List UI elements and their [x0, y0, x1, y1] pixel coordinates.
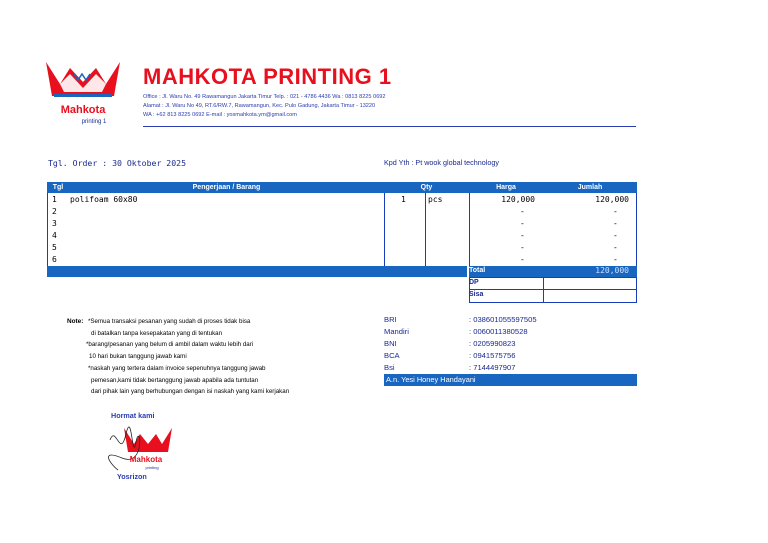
note-line: *naskah yang tertera dalam invoice sepenuhnya tanggung jawab — [88, 365, 266, 372]
totals-line — [469, 289, 637, 290]
row-unit: pcs — [428, 195, 443, 204]
row-number: 1 — [52, 195, 57, 204]
table-divider-unit — [425, 193, 426, 266]
row-jumlah: 120,000 — [595, 195, 629, 204]
bank-account: : 0205990823 — [469, 339, 516, 348]
header-divider — [143, 126, 636, 127]
bank-name: Bsi — [384, 363, 395, 372]
col-header-qty: Qty — [420, 184, 433, 191]
totals-line — [469, 302, 637, 303]
bank-name: BRI — [384, 315, 397, 324]
logo-text: Mahkota — [60, 104, 106, 116]
signature-stamp — [106, 420, 176, 474]
table-footer-bar — [47, 266, 467, 277]
row-jumlah: - — [613, 207, 618, 216]
note-line: *Semua transaksi pesanan yang sudah di proses tidak bisa — [88, 318, 251, 325]
row-harga: - — [520, 231, 525, 240]
logo-subtext: printing 1 — [81, 119, 107, 125]
signature-title: Hormat kami — [111, 411, 155, 420]
row-number: 3 — [52, 219, 57, 228]
bank-name: BCA — [384, 351, 400, 360]
sisa-label: Sisa — [469, 291, 484, 298]
col-header-harga: Harga — [496, 184, 516, 191]
note-line: di batalkan tanpa kesepakatan yang di tentukan — [91, 330, 223, 337]
col-header-tgl: Tgl — [52, 184, 64, 191]
totals-line — [469, 277, 637, 278]
table-divider-totals — [543, 277, 544, 303]
row-harga: - — [520, 243, 525, 252]
bank-account: : 038601055597505 — [469, 315, 537, 324]
row-harga: - — [520, 207, 525, 216]
address-line-contact: WA : +62 813 8225 0692 E-mail : yosmahkota.ym@gmail.com — [143, 112, 297, 118]
row-harga: - — [520, 219, 525, 228]
bank-account: : 0060011380528 — [469, 327, 528, 336]
customer-name: Kpd Yth : Pt wook global technology — [384, 158, 499, 167]
total-label: Total — [469, 267, 486, 274]
dp-label: DP — [469, 279, 479, 286]
svg-text:Mahkota: Mahkota — [129, 455, 163, 464]
signature-name: Yosrizon — [117, 472, 147, 481]
bank-name: BNI — [384, 339, 397, 348]
address-line-alamat: Alamat : Jl. Waru No 49, RT.6/RW.7, Rawamangun, Kec. Pulo Gadung, Jakarta Timur - 13220 — [143, 103, 376, 109]
row-number: 6 — [52, 255, 57, 264]
mahkota-crown-logo — [44, 58, 122, 130]
note-line: 10 hari bukan tanggung jawab kami — [89, 353, 187, 360]
company-name: MAHKOTA PRINTING 1 — [143, 64, 392, 89]
col-header-item: Pengerjaan / Barang — [192, 184, 261, 191]
account-holder: A.n. Yesi Honey Handayani — [386, 375, 476, 384]
row-number: 5 — [52, 243, 57, 252]
bank-account: : 7144497907 — [469, 363, 516, 372]
total-value: 120,000 — [595, 266, 629, 275]
row-jumlah: - — [613, 255, 618, 264]
table-divider-harga — [469, 193, 470, 303]
row-jumlah: - — [613, 231, 618, 240]
note-line: pemesan,kami tidak bertanggung jawab apabila ada tuntutan — [91, 377, 259, 384]
bank-account: : 0941575756 — [469, 351, 516, 360]
table-divider-qty — [384, 193, 385, 266]
table-border-left — [47, 193, 48, 266]
row-jumlah: - — [613, 243, 618, 252]
row-jumlah: - — [613, 219, 618, 228]
order-date: Tgl. Order : 30 Oktober 2025 — [48, 158, 187, 168]
row-harga: 120,000 — [501, 195, 535, 204]
bank-name: Mandiri — [384, 327, 409, 336]
svg-text:printing: printing — [145, 465, 159, 470]
address-line-office: Office : Jl. Waru No. 49 Rawamangun Jakarta Timur Telp. : 021 - 4786 4436 Wa : 0813 8225 0692 — [143, 94, 386, 100]
table-border-right — [636, 193, 637, 303]
note-label: Note: — [67, 318, 84, 325]
row-harga: - — [520, 255, 525, 264]
row-item: polifoam 60x80 — [70, 195, 138, 204]
note-line: *barang/pesanan yang belum di ambil dalam waktu lebih dari — [86, 341, 254, 348]
row-number: 2 — [52, 207, 57, 216]
row-qty: 1 — [401, 195, 406, 204]
col-header-jumlah: Jumlah — [577, 184, 603, 191]
note-line: dari pihak lain yang berhubungan dengan isi naskah yang kami kerjakan — [91, 388, 290, 395]
row-number: 4 — [52, 231, 57, 240]
